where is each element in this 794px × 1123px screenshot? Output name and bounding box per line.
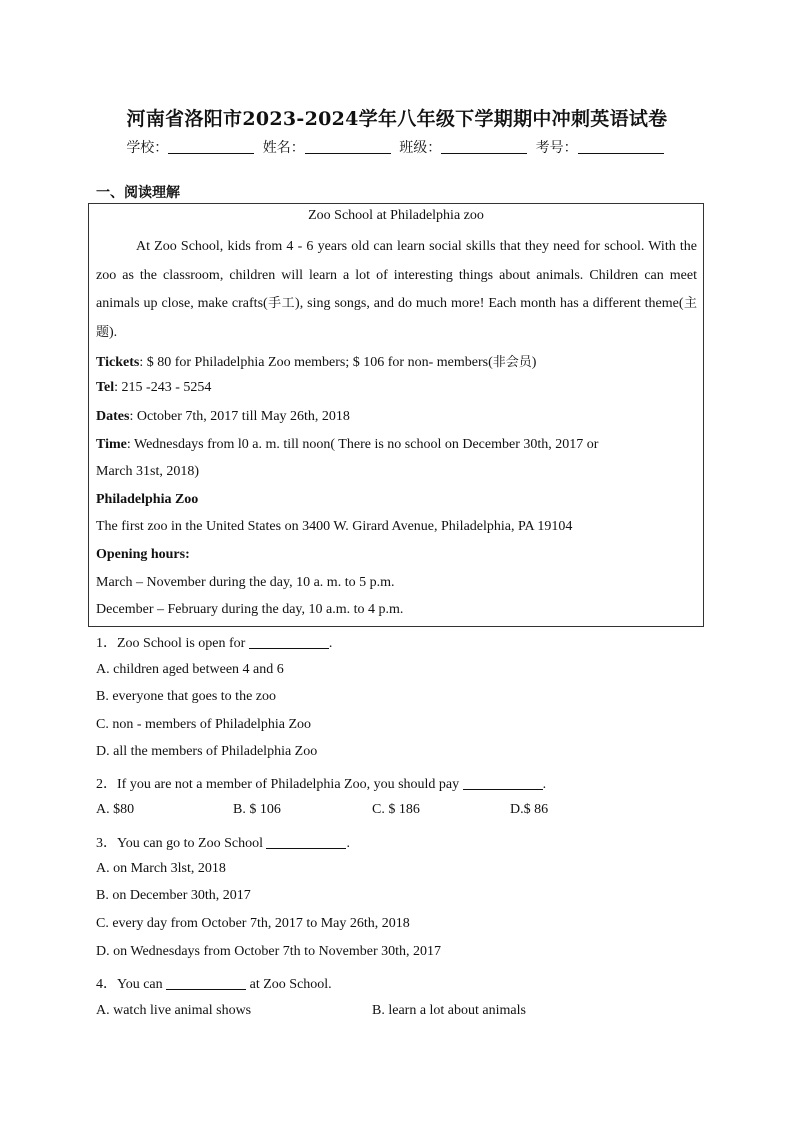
reading-passage-box (88, 203, 704, 627)
question-1-option-b[interactable]: B. everyone that goes to the zoo (96, 689, 277, 704)
school-label: 学校： (126, 140, 169, 156)
tickets-label: Tickets (96, 355, 140, 370)
zoo-heading-text: Philadelphia Zoo (96, 492, 199, 507)
dates-value: : October 7th, 2017 till May 26th, 2018 (129, 409, 350, 424)
question-3-option-b[interactable]: B. on December 30th, 2017 (96, 888, 251, 903)
question-2-stem (96, 773, 546, 793)
paragraph-gloss: 手工 (267, 296, 296, 311)
question-4-option-b[interactable]: B. learn a lot about animals (372, 1003, 526, 1018)
tickets-end: ) (531, 355, 537, 370)
dates-label: Dates (96, 409, 130, 424)
time-line (96, 437, 598, 453)
dates-line (96, 409, 350, 425)
zoo-description: The first zoo in the United States on 3400 W. Girard Avenue, Philadelphia, PA 19104 (96, 519, 573, 534)
paragraph-text: ). (109, 324, 118, 340)
tel-line (96, 380, 211, 396)
opening-hours-winter: December – February during the day, 10 a.m. to 4 p.m. (96, 602, 404, 617)
question-text-end: . (328, 636, 333, 651)
question-text-end: at Zoo School. (246, 977, 332, 992)
time-line-continued: March 31st, 2018) (96, 464, 200, 479)
question-text: 2．If you are not a member of Philadelphia Zoo, you should pay (96, 777, 463, 792)
question-3-option-d[interactable]: D. on Wednesdays from October 7th to November 30th, 2017 (96, 944, 442, 959)
zoo-heading (96, 492, 198, 508)
question-text: 3．You can go to Zoo School (96, 836, 267, 851)
student-info-line (0, 137, 794, 157)
opening-hours-summer: March – November during the day, 10 a. m. to 5 p.m. (96, 575, 395, 590)
question-2-option-a[interactable]: A. $80 (96, 802, 135, 817)
name-blank[interactable] (305, 139, 391, 154)
exam-number-blank[interactable] (578, 139, 664, 154)
question-3-option-a[interactable]: A. on March 3lst, 2018 (96, 861, 226, 876)
school-blank[interactable] (168, 139, 254, 154)
passage-paragraph (96, 233, 697, 347)
exam-number-label: 考号： (535, 140, 578, 156)
question-3-stem (96, 832, 350, 852)
paragraph-text: At Zoo School, kids from 4 - 6 years old can learn social skills that they need for school. With the zoo as the classroom, children will learn a lot of interesting things about animals. Children can meet animals up close, make crafts( (96, 239, 697, 311)
answer-blank[interactable] (266, 835, 346, 849)
question-3-option-c[interactable]: C. every day from October 7th, 2017 to May 26th, 2018 (96, 916, 410, 931)
opening-hours-heading-text: Opening hours: (96, 547, 190, 562)
answer-blank[interactable] (463, 776, 543, 790)
question-1-stem (96, 632, 332, 652)
paragraph-gloss: 主题 (96, 296, 697, 340)
opening-hours-heading (96, 547, 190, 563)
time-value: : Wednesdays from l0 a. m. till noon( There is no school on December 30th, 2017 or (126, 437, 599, 452)
question-4-stem (96, 973, 332, 993)
tel-label: Tel (96, 380, 115, 395)
answer-blank[interactable] (166, 976, 246, 990)
tickets-line (96, 351, 536, 371)
question-text-end: . (346, 836, 350, 851)
question-1-option-a[interactable]: A. children aged between 4 and 6 (96, 662, 284, 677)
question-2-option-c[interactable]: C. $ 186 (372, 802, 420, 817)
tickets-value: : $ 80 for Philadelphia Zoo members; $ 106 for non- members( (139, 355, 493, 370)
question-2-option-d[interactable]: D.$ 86 (510, 802, 549, 817)
class-label: 班级： (399, 140, 442, 156)
name-label: 姓名： (262, 140, 305, 156)
section-heading-reading: 一、阅读理解 (96, 185, 180, 201)
question-1-option-c[interactable]: C. non - members of Philadelphia Zoo (96, 717, 312, 732)
class-blank[interactable] (441, 139, 527, 154)
question-text: 1．Zoo School is open for (96, 636, 249, 651)
time-label: Time (96, 437, 127, 452)
paragraph-text: ), sing songs, and do much more! Each month has a different theme( (295, 296, 684, 311)
question-2-option-b[interactable]: B. $ 106 (233, 802, 281, 817)
tel-value: : 215 -243 - 5254 (114, 380, 212, 395)
question-1-option-d[interactable]: D. all the members of Philadelphia Zoo (96, 744, 318, 759)
tickets-gloss: 非会员 (492, 355, 532, 370)
answer-blank[interactable] (249, 635, 329, 649)
question-text-end: . (542, 777, 547, 792)
question-4-option-a[interactable]: A. watch live animal shows (96, 1003, 252, 1018)
passage-title: Zoo School at Philadelphia zoo (308, 208, 484, 223)
exam-title: 河南省洛阳市2023-2024学年八年级下学期期中冲刺英语试卷 (126, 108, 668, 130)
question-text: 4．You can (96, 977, 167, 992)
